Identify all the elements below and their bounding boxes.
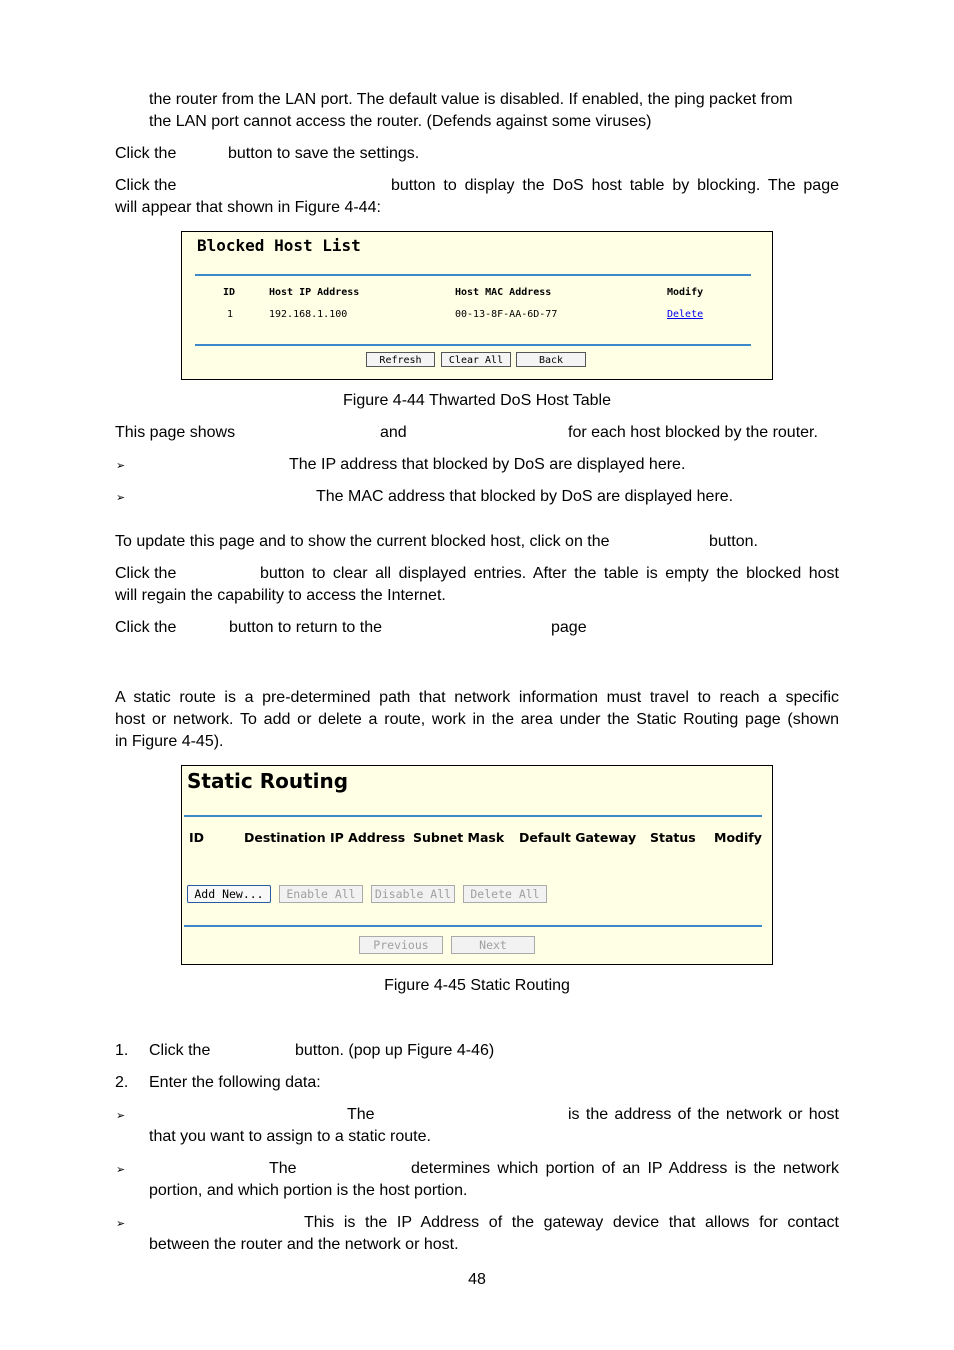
bullet-text: that you want to assign to a static route. (149, 1128, 431, 1145)
next-button[interactable]: Next (451, 936, 535, 954)
cell-host-ip: 192.168.1.100 (269, 309, 348, 320)
paragraph-text: To update this page and to show the current blocked host, click on the (115, 533, 610, 550)
paragraph-text: button to display the DoS host table by blocking. The page (391, 177, 839, 194)
step-text: Click the (149, 1042, 211, 1059)
bullet-arrow-icon: ➢ (116, 491, 126, 504)
panel-title: Static Routing (187, 769, 349, 793)
divider (184, 925, 762, 927)
bullet-text: is the address of the network or host (568, 1106, 839, 1123)
paragraph-line: A static route is a pre-determined path that network information must travel to reach a specific (115, 689, 839, 706)
bullet-text: The IP address that blocked by DoS are displayed here. (289, 456, 686, 473)
paragraph-line: the LAN port cannot access the router. (Defends against some viruses) (149, 113, 652, 130)
disable-all-button[interactable]: Disable All (371, 885, 455, 903)
add-new-button[interactable]: Add New... (187, 885, 271, 903)
bullet-arrow-icon: ➢ (116, 1109, 126, 1122)
column-header-subnet-mask: Subnet Mask (413, 830, 505, 845)
bullet-text: The (269, 1160, 297, 1177)
step-text: button. (pop up Figure 4-46) (295, 1042, 495, 1059)
back-button[interactable]: Back (516, 352, 586, 367)
paragraph-text: button. (709, 533, 758, 550)
bullet-text: between the router and the network or host. (149, 1236, 459, 1253)
bullet-text: This is the IP Address of the gateway device that allows for contact (304, 1214, 839, 1231)
column-header-id: ID (189, 830, 205, 845)
blocked-host-list-panel (181, 231, 773, 380)
page-number: 48 (468, 1271, 486, 1288)
step-text: Enter the following data: (149, 1074, 321, 1091)
divider (184, 815, 762, 817)
bullet-text: The (347, 1106, 375, 1123)
paragraph-text: for each host blocked by the router. (568, 424, 818, 441)
paragraph-text: Click the (115, 145, 177, 162)
bullet-text: portion, and which portion is the host portion. (149, 1182, 468, 1199)
paragraph-line: the router from the LAN port. The default value is disabled. If enabled, the ping packet from (149, 91, 793, 108)
paragraph-text: This page shows (115, 424, 236, 441)
column-header-modify: Modify (714, 830, 762, 845)
step-number: 1. (115, 1042, 129, 1059)
paragraph-text: and (380, 424, 407, 441)
clear-all-button[interactable]: Clear All (441, 352, 511, 367)
previous-button[interactable]: Previous (359, 936, 443, 954)
paragraph-text: page (551, 619, 587, 636)
enable-all-button[interactable]: Enable All (279, 885, 363, 903)
static-routing-panel (181, 765, 773, 965)
panel-title: Blocked Host List (197, 236, 361, 255)
bullet-text: determines which portion of an IP Address is the network (411, 1160, 839, 1177)
column-header-default-gateway: Default Gateway (519, 830, 637, 845)
delete-all-button[interactable]: Delete All (463, 885, 547, 903)
paragraph-text: Click the (115, 177, 177, 194)
refresh-button[interactable]: Refresh (366, 352, 435, 367)
step-number: 2. (115, 1074, 129, 1091)
paragraph-text: button to save the settings. (228, 145, 420, 162)
column-header-host-ip: Host IP Address (269, 287, 360, 298)
paragraph-line: host or network. To add or delete a route, work in the area under the Static Routing page (shown (115, 711, 839, 728)
cell-id: 1 (227, 309, 234, 320)
divider (195, 344, 751, 346)
column-header-id: ID (223, 287, 236, 298)
figure-caption: Figure 4-45 Static Routing (384, 977, 570, 994)
paragraph-line: will regain the capability to access the Internet. (115, 587, 446, 604)
delete-link[interactable]: Delete (667, 309, 704, 320)
column-header-modify: Modify (667, 287, 704, 298)
paragraph-text: button to return to the (229, 619, 382, 636)
bullet-arrow-icon: ➢ (116, 1163, 126, 1176)
divider (195, 274, 751, 276)
bullet-text: The MAC address that blocked by DoS are displayed here. (316, 488, 734, 505)
paragraph-line: in Figure 4-45). (115, 733, 224, 750)
paragraph-text: button to clear all displayed entries. After the table is empty the blocked host (260, 565, 839, 582)
bullet-arrow-icon: ➢ (116, 459, 126, 472)
column-header-host-mac: Host MAC Address (455, 287, 552, 298)
bullet-arrow-icon: ➢ (116, 1217, 126, 1230)
paragraph-line: will appear that shown in Figure 4-44: (115, 199, 381, 216)
figure-caption: Figure 4-44 Thwarted DoS Host Table (343, 392, 611, 409)
paragraph-text: Click the (115, 619, 177, 636)
paragraph-text: Click the (115, 565, 177, 582)
cell-host-mac: 00-13-8F-AA-6D-77 (455, 309, 558, 320)
column-header-destination-ip: Destination IP Address (244, 830, 406, 845)
column-header-status: Status (650, 830, 696, 845)
